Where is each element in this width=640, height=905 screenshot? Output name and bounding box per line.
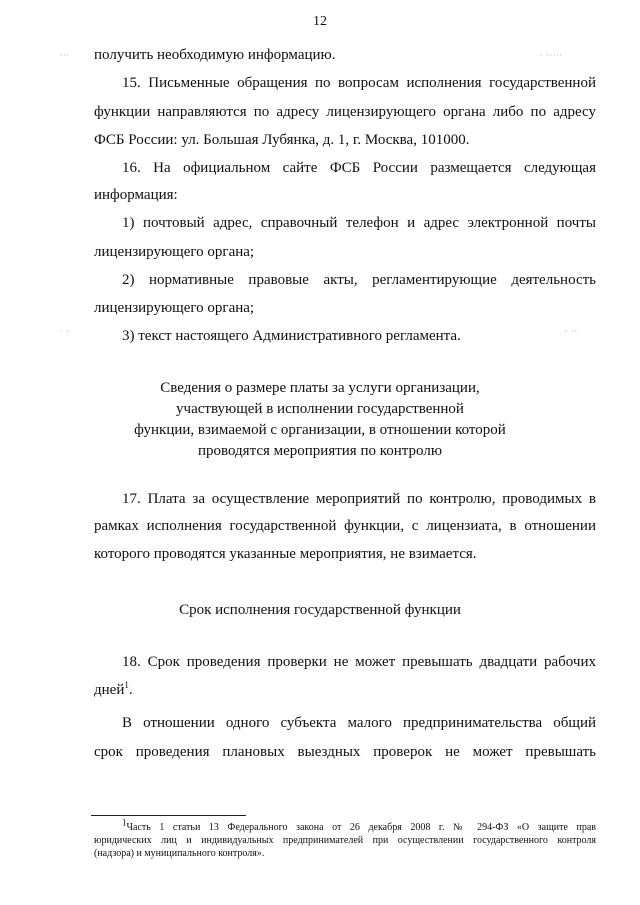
section-heading: Срок исполнения государственной функции bbox=[179, 602, 461, 618]
paragraph-17-line: 17. Плата за осуществление мероприятий по контролю, проводимых в bbox=[122, 491, 596, 507]
footnote-line bbox=[122, 817, 596, 834]
footnote-marker: 1 bbox=[122, 817, 127, 828]
paragraph-15-line: 15. Письменные обращения по вопросам исполнения государственной bbox=[122, 75, 596, 91]
paragraph-16-line: информация: bbox=[94, 187, 178, 203]
paragraph-19-line: срок проведения плановых выездных проверок не может превышать bbox=[94, 744, 596, 760]
footnote-text: Часть 1 статьи 13 Федерального закона от 26 декабря 2008 г. № 294-ФЗ «О защите прав bbox=[126, 822, 596, 833]
paragraph-18-period: . bbox=[128, 682, 133, 698]
section-heading-line: участвующей в исполнении государственной bbox=[176, 401, 464, 417]
list-item-1-line: лицензирующего органа; bbox=[94, 244, 255, 260]
paragraph-18-line bbox=[94, 680, 133, 700]
section-heading-line: Сведения о размере платы за услуги организации, bbox=[160, 380, 480, 396]
scan-noise: ∙ ∙∙ bbox=[565, 326, 578, 336]
paragraph-15-line: функции направляются по адресу лицензирующего органа либо по адресу bbox=[94, 104, 596, 120]
section-heading-line: функции, взимаемой с организации, в отношении которой bbox=[134, 422, 506, 438]
footnote-line: юридических лиц и индивидуальных предпринимателей при осуществлении государственного контроля bbox=[94, 835, 596, 846]
scan-noise: ∙ ∙∙∙∙∙ bbox=[540, 50, 563, 60]
scan-noise: ∙∙∙ bbox=[60, 50, 70, 60]
paragraph-19-line: В отношении одного субъекта малого предпринимательства общий bbox=[122, 715, 596, 731]
list-item-2-line: 2) нормативные правовые акты, регламентирующие деятельность bbox=[122, 272, 596, 288]
paragraph-17-line: которого проводятся указанные мероприятия, не взимается. bbox=[94, 546, 477, 562]
paragraph-18-line: 18. Срок проведения проверки не может превышать двадцати рабочих bbox=[122, 654, 596, 670]
list-item-3-line: 3) текст настоящего Административного регламента. bbox=[122, 328, 461, 344]
text-line: получить необходимую информацию. bbox=[94, 47, 336, 63]
paragraph-16-line: 16. На официальном сайте ФСБ России размещается следующая bbox=[122, 160, 596, 176]
footnote-reference[interactable]: 1 bbox=[124, 680, 129, 690]
section-heading-line: проводятся мероприятия по контролю bbox=[197, 443, 443, 459]
paragraph-18-text: дней bbox=[94, 682, 125, 698]
footnote-line: (надзора) и муниципального контроля». bbox=[94, 848, 265, 859]
page-number: 12 bbox=[313, 14, 327, 29]
paragraph-17-line: рамках исполнения государственной функции, с лицензиата, в отношении bbox=[94, 518, 596, 534]
paragraph-15-line: ФСБ России: ул. Большая Лубянка, д. 1, г. Москва, 101000. bbox=[94, 132, 470, 148]
list-item-2-line: лицензирующего органа; bbox=[94, 300, 255, 316]
list-item-1-line: 1) почтовый адрес, справочный телефон и адрес электронной почты bbox=[122, 215, 596, 231]
scan-noise: ∙ ∙ bbox=[60, 326, 70, 336]
footnote-separator bbox=[91, 815, 246, 816]
